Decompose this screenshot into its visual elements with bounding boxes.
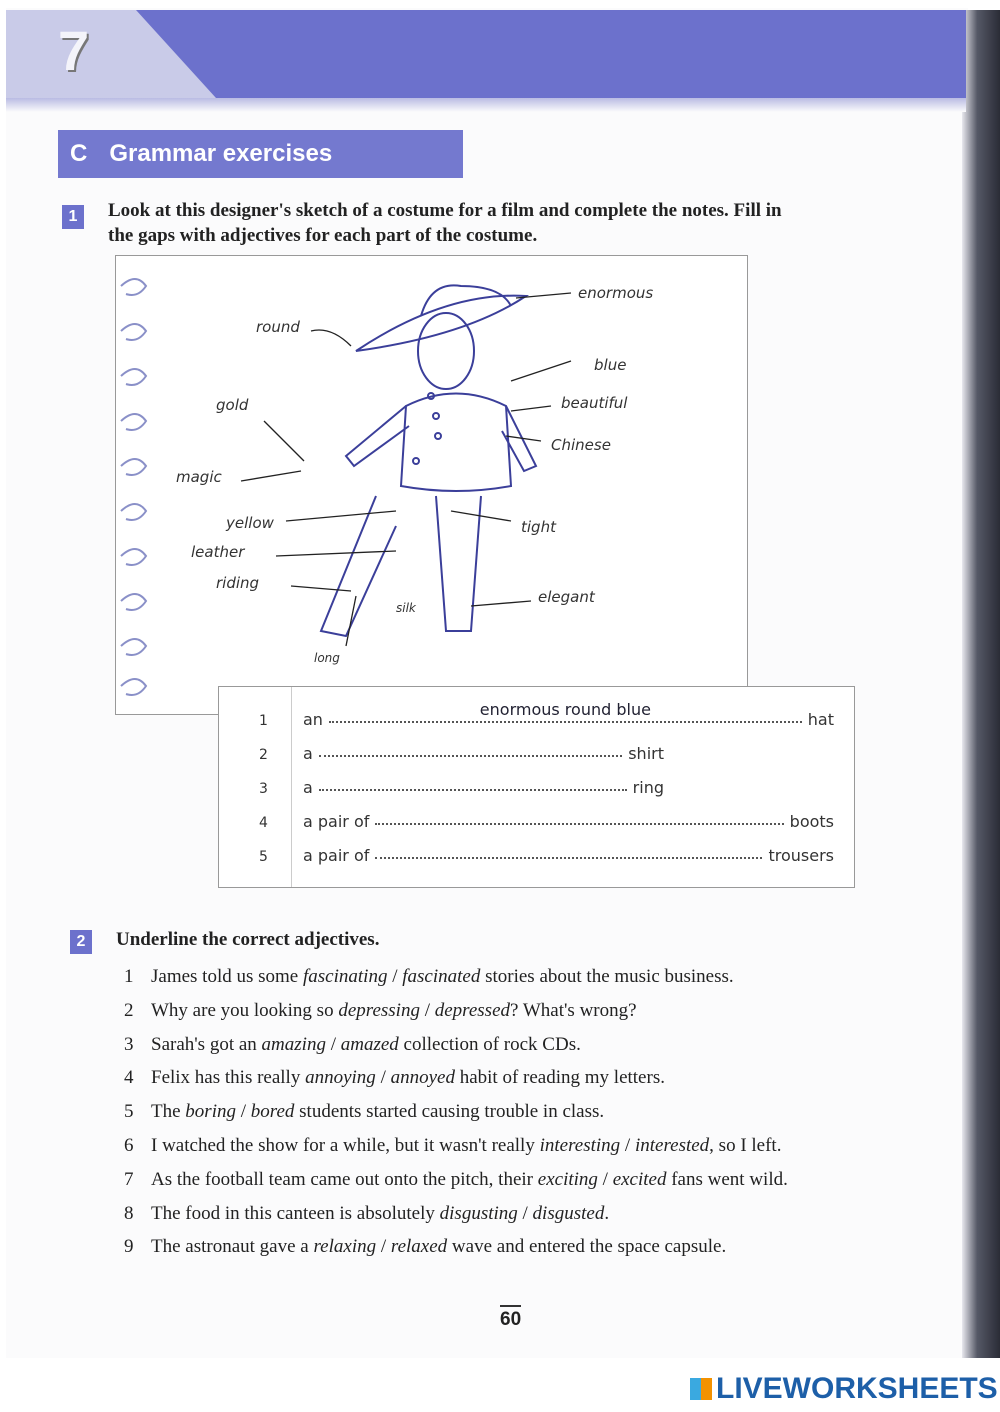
label-blue: blue <box>594 356 627 374</box>
note-article: a <box>303 744 313 763</box>
item-text: ? What's wrong? <box>510 999 637 1021</box>
item-text: habit of reading my letters. <box>454 1067 665 1089</box>
note-article: a pair of <box>303 846 370 865</box>
item-text: , so I left. <box>709 1134 782 1156</box>
section-heading <box>58 130 463 178</box>
notes-card <box>218 686 855 888</box>
item-text: James told us some <box>151 966 303 987</box>
note-row <box>259 699 834 729</box>
header-shadow <box>6 98 966 112</box>
exercise-2-item <box>124 994 788 1028</box>
exercise-1-badge: 1 <box>62 205 84 229</box>
arrows <box>241 293 571 646</box>
label-enormous: enormous <box>578 284 654 302</box>
option-a[interactable]: relaxing <box>313 1236 377 1258</box>
label-magic: magic <box>176 468 222 486</box>
option-a[interactable]: exciting <box>537 1168 598 1190</box>
item-number: 8 <box>124 1202 134 1224</box>
option-b[interactable]: bored <box>250 1101 295 1123</box>
option-a[interactable]: depressing <box>338 999 420 1021</box>
note-row <box>259 733 664 763</box>
exercise-2-instruction: Underline the correct adjectives. <box>116 929 380 950</box>
item-number: 3 <box>124 1033 134 1055</box>
option-b[interactable]: depressed <box>434 999 511 1021</box>
spiral-binding <box>121 279 146 695</box>
answer-blank[interactable] <box>319 737 622 757</box>
label-elegant: elegant <box>538 588 595 606</box>
note-row <box>259 801 834 831</box>
label-tight: tight <box>521 518 556 536</box>
option-b[interactable]: interested <box>634 1134 710 1156</box>
exercise-2-item <box>124 1061 788 1095</box>
chapter-number: 7 <box>58 19 90 82</box>
separator: / <box>387 966 403 987</box>
answer-blank[interactable] <box>375 839 762 859</box>
option-a[interactable]: disgusting <box>439 1202 518 1224</box>
answer-blank[interactable] <box>375 805 783 825</box>
item-number: 1 <box>124 966 134 987</box>
separator: / <box>620 1134 635 1156</box>
costume-sketch <box>115 255 748 715</box>
exercise-1-instruction: Look at this designer's sketch of a costume for a film and complete the notes. Fill in the gaps with adjectives for each part of the costume. <box>108 200 782 246</box>
item-text: fans went wild. <box>666 1168 788 1190</box>
note-noun: trousers <box>768 846 834 865</box>
note-number: 5 <box>259 849 268 865</box>
logo-text: LIVEWORKSHEETS <box>716 1372 998 1405</box>
item-number: 7 <box>124 1168 134 1190</box>
liveworksheets-logo <box>690 1372 998 1406</box>
label-riding: riding <box>216 574 260 592</box>
option-b[interactable]: excited <box>612 1168 667 1190</box>
note-article: a pair of <box>303 812 370 831</box>
item-text: The food in this canteen is absolutely <box>151 1202 440 1224</box>
label-chinese: Chinese <box>551 436 611 454</box>
exercise-2-item <box>124 1230 788 1264</box>
item-text: The astronaut gave a <box>151 1236 314 1258</box>
figure <box>321 285 536 636</box>
costume-drawing <box>116 256 749 716</box>
exercise-2-item <box>124 1163 788 1197</box>
exercise-2-item <box>124 1129 788 1163</box>
item-text: As the football team came out onto the pitch, their <box>151 1168 538 1190</box>
note-number: 3 <box>259 781 268 797</box>
note-number: 1 <box>259 713 268 729</box>
answer-input[interactable]: enormous round blue <box>479 700 651 719</box>
note-noun: ring <box>632 778 664 797</box>
item-text: Why are you looking so <box>151 999 339 1021</box>
option-b[interactable]: annoyed <box>390 1067 455 1089</box>
item-text: Sarah's got an <box>151 1033 262 1055</box>
option-b[interactable]: disgusted <box>532 1202 605 1224</box>
separator: / <box>517 1202 533 1224</box>
label-gold: gold <box>216 396 249 414</box>
liveworksheets-icon <box>690 1378 712 1400</box>
note-number: 4 <box>259 815 268 831</box>
note-row <box>259 767 664 797</box>
item-number: 2 <box>124 999 134 1021</box>
note-noun: hat <box>807 710 834 729</box>
answer-blank[interactable] <box>329 700 802 723</box>
book-spine-edge <box>962 10 1000 1358</box>
note-article: an <box>303 710 323 729</box>
option-b[interactable]: fascinated <box>402 966 481 987</box>
separator: / <box>375 1067 391 1089</box>
separator: / <box>376 1236 391 1258</box>
label-long: long <box>314 651 340 665</box>
exercise-2-item <box>124 960 788 994</box>
note-row <box>259 835 834 865</box>
item-text: students started causing trouble in class. <box>294 1101 605 1123</box>
option-a[interactable]: amazing <box>261 1033 326 1055</box>
label-round: round <box>256 318 300 336</box>
note-noun: shirt <box>628 744 664 763</box>
option-b[interactable]: relaxed <box>390 1236 448 1258</box>
label-beautiful: beautiful <box>561 394 628 412</box>
page-number: 60 <box>500 1305 521 1331</box>
option-a[interactable]: annoying <box>305 1067 376 1089</box>
separator: / <box>597 1168 613 1190</box>
separator: / <box>235 1101 251 1123</box>
exercise-2-badge: 2 <box>70 930 92 954</box>
note-noun: boots <box>789 812 834 831</box>
section-letter: C <box>70 140 88 167</box>
answer-blank[interactable] <box>319 771 627 791</box>
item-text: I watched the show for a while, but it wasn't really <box>151 1134 540 1156</box>
exercise-2-item <box>124 1197 788 1231</box>
item-number: 4 <box>124 1067 134 1089</box>
item-text: collection of rock CDs. <box>398 1033 581 1055</box>
item-number: 5 <box>124 1101 134 1123</box>
item-text: wave and entered the space capsule. <box>447 1236 727 1258</box>
option-a[interactable]: interesting <box>539 1134 621 1156</box>
exercise-2-item <box>124 1028 788 1062</box>
label-leather: leather <box>191 543 245 561</box>
option-b[interactable]: amazed <box>340 1033 399 1055</box>
item-number: 6 <box>124 1134 134 1156</box>
separator: / <box>325 1033 341 1055</box>
note-article: a <box>303 778 313 797</box>
exercise-2-item <box>124 1095 788 1129</box>
item-text: The <box>151 1101 186 1123</box>
label-silk: silk <box>396 601 416 615</box>
option-a[interactable]: fascinating <box>303 966 388 987</box>
item-text: stories about the music business. <box>480 966 734 987</box>
label-yellow: yellow <box>226 514 274 532</box>
item-number: 9 <box>124 1236 134 1258</box>
section-title: Grammar exercises <box>109 140 333 167</box>
note-number: 2 <box>259 747 268 763</box>
item-text: . <box>604 1202 610 1224</box>
option-a[interactable]: boring <box>185 1101 236 1123</box>
exercise-2-list <box>124 960 788 1264</box>
separator: / <box>419 999 435 1021</box>
item-text: Felix has this really <box>151 1067 306 1089</box>
